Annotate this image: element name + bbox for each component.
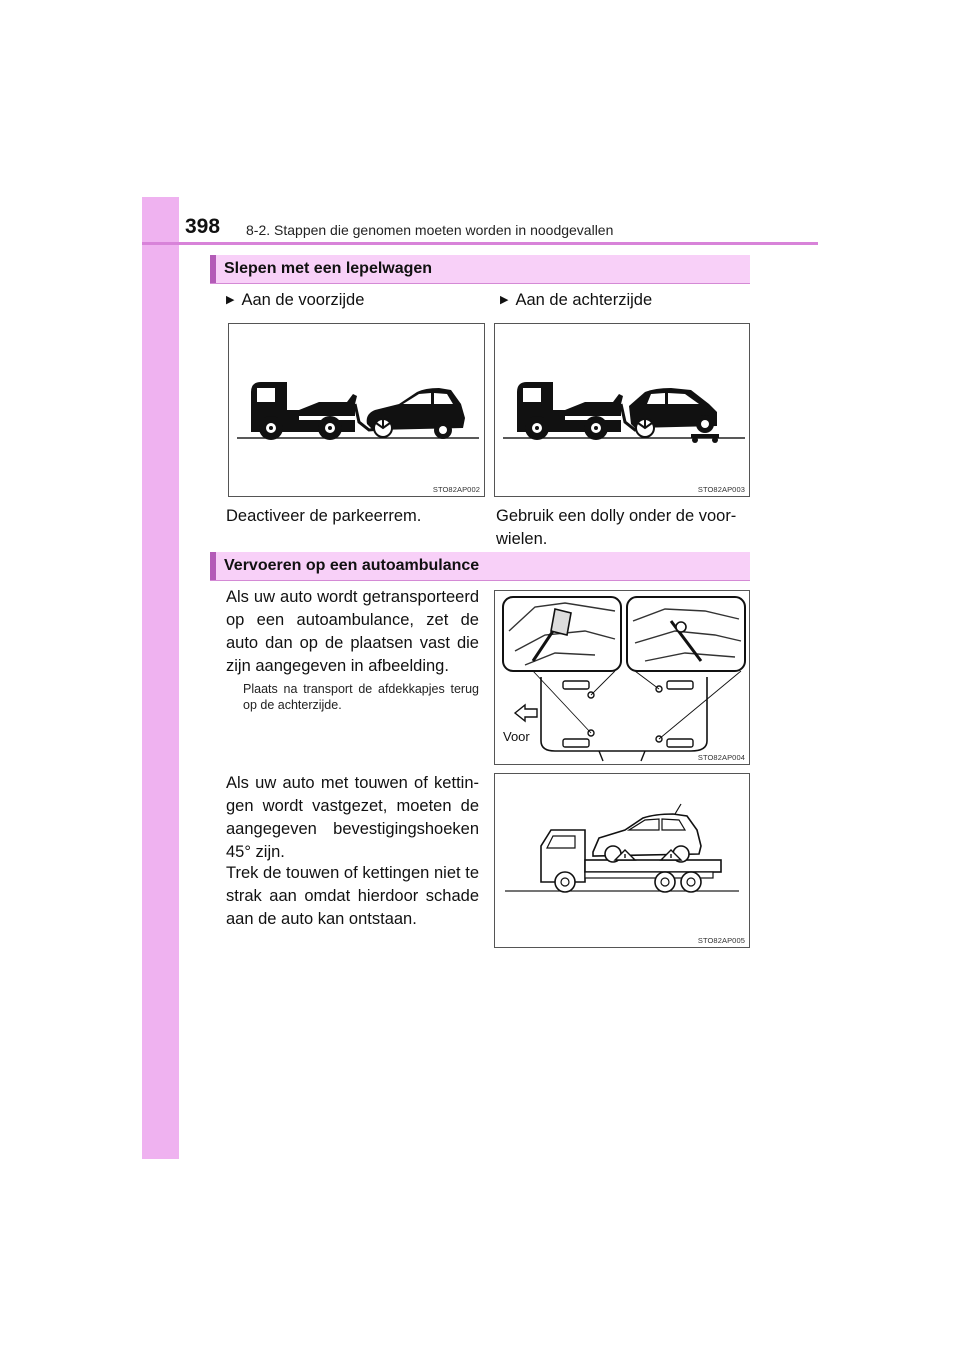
section-heading-towing bbox=[210, 255, 750, 284]
running-title: 8-2. Stappen die genomen moeten worden in noodgevallen bbox=[246, 222, 614, 238]
section-heading-transport bbox=[210, 552, 750, 581]
transport-paragraph-3: Trek de touwen of kettingen niet te strak aan omdat hierdoor schade aan de auto kan ontstaan. bbox=[226, 864, 479, 928]
front-direction-label: Voor bbox=[503, 729, 530, 744]
figure-code: STO82AP003 bbox=[697, 485, 745, 494]
triangle-bullet-icon: ▶ bbox=[500, 294, 509, 306]
section-title-transport: Vervoeren op een autoambulance bbox=[224, 557, 480, 574]
figure-code: STO82AP004 bbox=[697, 753, 745, 762]
transport-paragraph-1: Als uw auto wordt getransporteerd op een autoambulance, zet de auto dan op de plaatsen vast die zijn aangegeven in afbeelding. bbox=[226, 588, 479, 675]
figure-tie-down-points bbox=[494, 590, 750, 765]
section-title-towing: Slepen met een lepelwagen bbox=[224, 260, 433, 277]
caption-rear: Gebruik een dolly onder de voor- wielen. bbox=[496, 507, 737, 548]
tow-truck-front-illustration bbox=[229, 324, 485, 497]
transport-paragraph-2: Als uw auto met touwen of kettin- gen wordt vastgezet, moeten de aangegeven bevestigingshoeken 45° zijn. bbox=[226, 774, 479, 861]
header-rule bbox=[142, 242, 818, 245]
figure-tow-rear bbox=[494, 323, 750, 497]
caption-front: Deactiveer de parkeerrem. bbox=[226, 507, 422, 525]
page-number: 398 bbox=[185, 215, 221, 238]
triangle-bullet-icon: ▶ bbox=[226, 294, 235, 306]
rear-label: ▶ Aan de achterzijde bbox=[500, 291, 653, 309]
section-accent bbox=[210, 255, 216, 283]
figure-tow-front bbox=[228, 323, 485, 497]
tow-truck-rear-illustration bbox=[495, 324, 750, 497]
figure-code: STO82AP002 bbox=[432, 485, 480, 494]
figure-code: STO82AP005 bbox=[697, 936, 745, 945]
tie-down-points-illustration bbox=[495, 591, 750, 765]
front-label: ▶ Aan de voorzijde bbox=[226, 291, 365, 309]
figure-car-transporter bbox=[494, 773, 750, 948]
transport-note: Plaats na transport de afdekkapjes terug op de achterzijde. bbox=[243, 682, 479, 712]
car-transporter-illustration bbox=[495, 774, 750, 948]
section-accent bbox=[210, 552, 216, 580]
side-band bbox=[142, 197, 179, 1159]
